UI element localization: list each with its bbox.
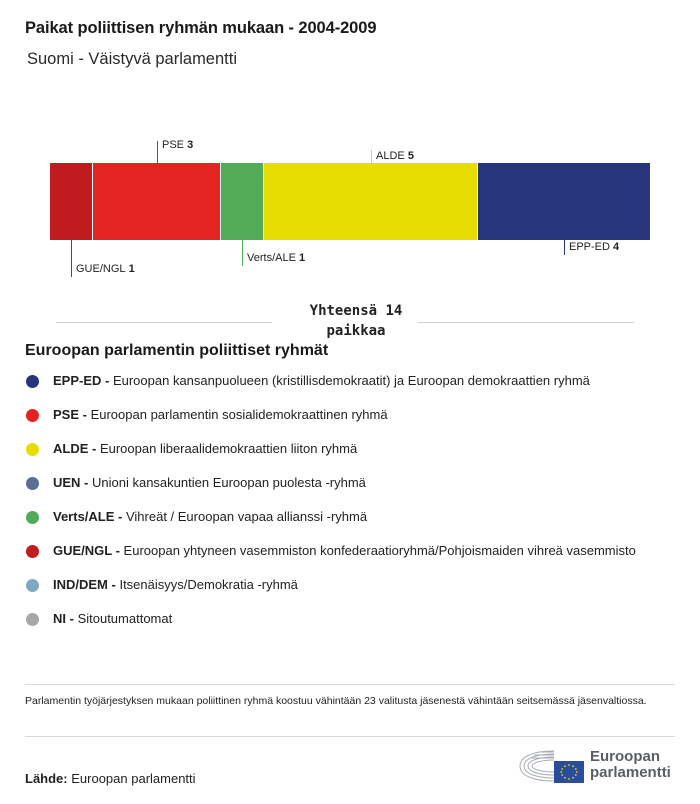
color-dot-icon bbox=[26, 375, 39, 388]
segment-pse[interactable] bbox=[93, 163, 222, 240]
alde-leader-line bbox=[371, 150, 372, 163]
label-verts-ale: Verts/ALE 1 bbox=[247, 252, 306, 264]
label-gue-ngl: GUE/NGL 1 bbox=[76, 263, 135, 275]
color-dot-icon bbox=[26, 579, 39, 592]
footnote: Parlamentin työjärjestyksen mukaan poliittinen ryhmä koostuu vähintään 23 valitusta jäsenestä vähintään seitsemässä jäsenvaltiossa. bbox=[25, 695, 647, 707]
legend-item-ni: NI - Sitoutumattomat bbox=[25, 610, 665, 628]
label-epp-ed: EPP-ED 4 bbox=[569, 241, 620, 253]
segment-gue-ngl[interactable] bbox=[50, 163, 93, 240]
color-dot-icon bbox=[26, 545, 39, 558]
legend-item-ind-dem: IND/DEM - Itsenäisyys/Demokratia -ryhmä bbox=[25, 576, 665, 594]
divider bbox=[25, 736, 675, 737]
label-alde: ALDE 5 bbox=[376, 150, 414, 162]
total-seats-label: Yhteensä 14 paikkaa bbox=[309, 303, 403, 339]
color-dot-icon bbox=[26, 443, 39, 456]
chart-title: Paikat poliittisen ryhmän mukaan - 2004-2009 bbox=[25, 19, 377, 37]
color-dot-icon bbox=[26, 511, 39, 524]
total-seats bbox=[56, 301, 634, 341]
color-dot-icon bbox=[26, 477, 39, 490]
legend-item-verts-ale: Verts/ALE - Vihreät / Euroopan vapaa allianssi -ryhmä bbox=[25, 508, 665, 526]
gue-ngl-leader-line bbox=[71, 240, 72, 277]
legend-item-pse: PSE - Euroopan parlamentin sosialidemokraattinen ryhmä bbox=[25, 406, 665, 424]
divider bbox=[56, 322, 272, 323]
segment-verts-ale[interactable] bbox=[221, 163, 264, 240]
segment-epp-ed[interactable] bbox=[478, 163, 649, 240]
european-parliament-logo bbox=[518, 745, 678, 787]
seat-bar bbox=[50, 163, 650, 240]
chart-subtitle: Suomi - Väistyvä parlamentti bbox=[27, 50, 237, 68]
logo-text: Euroopan parlamentti bbox=[590, 748, 671, 781]
legend bbox=[25, 372, 665, 628]
color-dot-icon bbox=[26, 613, 39, 626]
legend-title: Euroopan parlamentin poliittiset ryhmät bbox=[25, 342, 329, 359]
source: Lähde: Euroopan parlamentti bbox=[25, 771, 196, 786]
pse-leader-line bbox=[157, 141, 158, 163]
legend-item-alde: ALDE - Euroopan liberaalidemokraattien liiton ryhmä bbox=[25, 440, 665, 458]
hemicycle-icon bbox=[518, 745, 588, 787]
divider bbox=[25, 684, 675, 685]
label-pse: PSE 3 bbox=[162, 139, 194, 151]
legend-item-epp-ed: EPP-ED - Euroopan kansanpuolueen (kristillisdemokraatit) ja Euroopan demokraattien ryhmä bbox=[25, 372, 665, 390]
verts-ale-leader-line bbox=[242, 240, 243, 266]
epp-ed-leader-line bbox=[564, 240, 565, 255]
color-dot-icon bbox=[26, 409, 39, 422]
divider bbox=[418, 322, 634, 323]
legend-item-gue-ngl: GUE/NGL - Euroopan yhtyneen vasemmiston konfederaatioryhmä/Pohjoismaiden vihreä vasemmisto bbox=[25, 542, 665, 560]
legend-item-uen: UEN - Unioni kansakuntien Euroopan puolesta -ryhmä bbox=[25, 474, 665, 492]
segment-alde[interactable] bbox=[264, 163, 478, 240]
